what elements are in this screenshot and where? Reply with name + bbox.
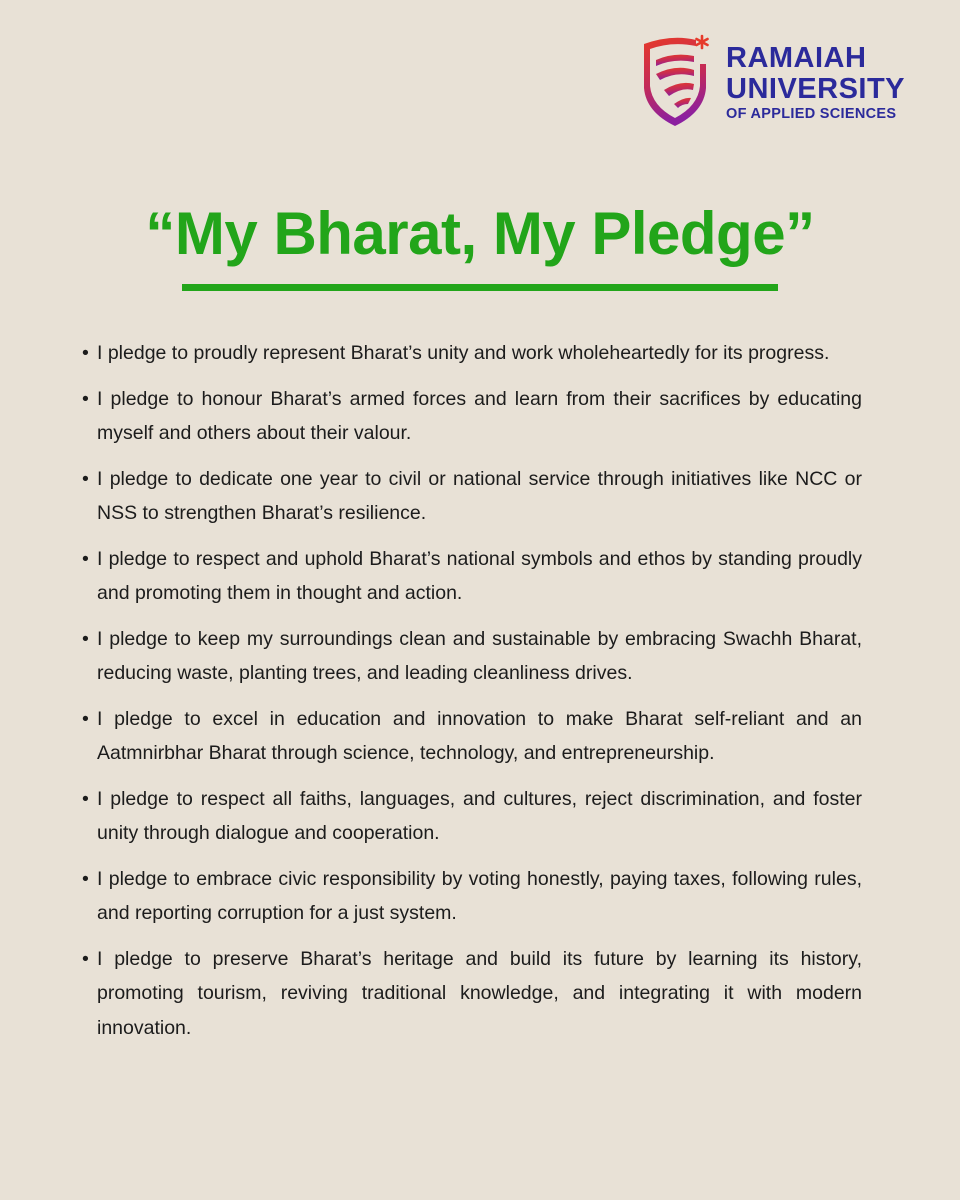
- pledge-text: I pledge to respect all faiths, languages, and cultures, reject discrimination, and foster unity through dialogue and cooperation.: [97, 787, 862, 844]
- page-title: “My Bharat, My Pledge”: [145, 200, 815, 267]
- pledge-item: [80, 622, 862, 691]
- bullet-icon: •: [82, 547, 89, 570]
- pledge-text: I pledge to proudly represent Bharat’s unity and work wholeheartedly for its progress.: [97, 342, 830, 364]
- pledge-text: I pledge to dedicate one year to civil or national service through initiatives like NCC or NSS to strengthen Bharat’s resilience.: [97, 467, 862, 524]
- pledge-item: [80, 382, 862, 451]
- pledge-item: [80, 542, 862, 611]
- pledge-text: I pledge to respect and uphold Bharat’s national symbols and ethos by standing proudly and promoting them in thought and action.: [97, 547, 862, 604]
- pledge-text: I pledge to preserve Bharat’s heritage and build its future by learning its history, promoting tourism, reviving traditional knowledge, and integrating it with modern innovation.: [97, 947, 862, 1039]
- title-underline: [182, 284, 778, 291]
- pledge-text: I pledge to keep my surroundings clean and sustainable by embracing Swachh Bharat, reducing waste, planting trees, and leading cleanliness drives.: [97, 627, 862, 684]
- pledge-item: [80, 862, 862, 931]
- bullet-icon: •: [82, 467, 89, 490]
- pledge-item: [80, 462, 862, 531]
- pledge-text: I pledge to embrace civic responsibility by voting honestly, paying taxes, following rules, and reporting corruption for a just system.: [97, 867, 862, 924]
- pledge-text: I pledge to honour Bharat’s armed forces and learn from their sacrifices by educating myself and others about their valour.: [97, 387, 862, 444]
- bullet-icon: •: [82, 387, 89, 410]
- university-crest-icon: [638, 34, 712, 126]
- pledge-item: [80, 702, 862, 771]
- pledge-item: [80, 942, 862, 1046]
- bullet-icon: •: [82, 947, 89, 970]
- university-name: [726, 44, 905, 122]
- bullet-icon: •: [82, 707, 89, 730]
- pledge-text: I pledge to excel in education and innovation to make Bharat self-reliant and an Aatmnirbhar Bharat through science, technology, and entrepreneurship.: [97, 707, 862, 764]
- logo-line-university: UNIVERSITY: [726, 73, 906, 105]
- pledge-list: [80, 336, 862, 1056]
- pledge-item: [80, 782, 862, 851]
- pledge-item: [80, 336, 862, 371]
- bullet-icon: •: [82, 627, 89, 650]
- logo-line-ramaiah: RAMAIAH: [726, 42, 867, 74]
- university-logo: [638, 34, 938, 130]
- bullet-icon: •: [82, 342, 89, 364]
- bullet-icon: •: [82, 787, 89, 810]
- logo-line-applied-sciences: OF APPLIED SCIENCES: [726, 106, 897, 122]
- bullet-icon: •: [82, 867, 89, 890]
